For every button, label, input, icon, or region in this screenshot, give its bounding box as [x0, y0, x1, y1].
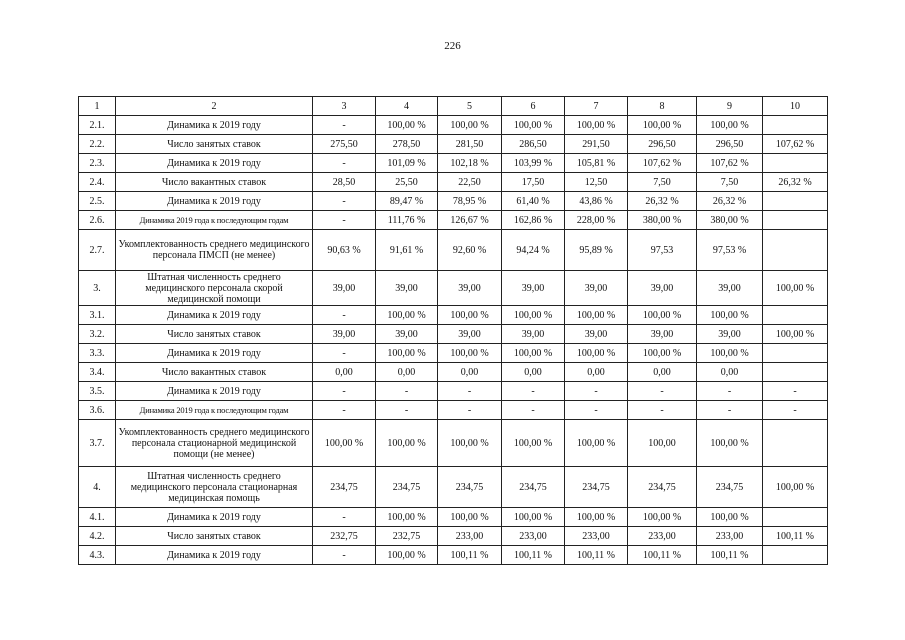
value-cell: 100,11 %	[438, 546, 502, 565]
row-number: 3.	[79, 271, 116, 306]
value-cell: 234,75	[438, 467, 502, 508]
value-cell: -	[313, 211, 376, 230]
row-description: Укомплектованность среднего медицинского персонала стационарной медицинской помощи (не менее)	[116, 420, 313, 467]
data-table	[78, 96, 828, 565]
value-cell: 26,32 %	[697, 192, 763, 211]
value-cell: 78,95 %	[438, 192, 502, 211]
value-cell: 7,50	[697, 173, 763, 192]
value-cell: -	[376, 382, 438, 401]
value-cell: 100,00 %	[502, 116, 565, 135]
value-cell: 0,00	[502, 363, 565, 382]
value-cell: 234,75	[502, 467, 565, 508]
row-description: Динамика 2019 года к последующим годам	[116, 211, 313, 230]
value-cell: 39,00	[376, 325, 438, 344]
value-cell	[763, 344, 828, 363]
value-cell: 102,18 %	[438, 154, 502, 173]
value-cell: 0,00	[376, 363, 438, 382]
value-cell: 107,62 %	[763, 135, 828, 154]
header-cell: 1	[79, 97, 116, 116]
value-cell: 100,00 %	[697, 306, 763, 325]
value-cell: 39,00	[438, 325, 502, 344]
value-cell: -	[313, 154, 376, 173]
row-description: Штатная численность среднего медицинского персонала скорой медицинской помощи	[116, 271, 313, 306]
value-cell: 100,00 %	[376, 116, 438, 135]
value-cell: 0,00	[697, 363, 763, 382]
value-cell	[763, 116, 828, 135]
value-cell: 100,00 %	[438, 116, 502, 135]
value-cell: 61,40 %	[502, 192, 565, 211]
row-number: 3.6.	[79, 401, 116, 420]
header-cell: 3	[313, 97, 376, 116]
table-row	[79, 401, 828, 420]
value-cell: -	[697, 382, 763, 401]
value-cell: 0,00	[565, 363, 628, 382]
value-cell: 7,50	[628, 173, 697, 192]
value-cell: 103,99 %	[502, 154, 565, 173]
table-row	[79, 135, 828, 154]
value-cell	[763, 230, 828, 271]
value-cell: 39,00	[628, 271, 697, 306]
value-cell: 39,00	[502, 271, 565, 306]
row-number: 2.7.	[79, 230, 116, 271]
table-header-row	[79, 97, 828, 116]
value-cell: 100,00 %	[438, 306, 502, 325]
value-cell: 100,00 %	[376, 344, 438, 363]
value-cell: 100,00 %	[697, 420, 763, 467]
value-cell: -	[763, 401, 828, 420]
row-description: Динамика к 2019 году	[116, 382, 313, 401]
table-row	[79, 363, 828, 382]
table-row	[79, 271, 828, 306]
header-cell: 7	[565, 97, 628, 116]
value-cell: 90,63 %	[313, 230, 376, 271]
value-cell: 100,00 %	[628, 344, 697, 363]
value-cell: 97,53	[628, 230, 697, 271]
value-cell: 39,00	[565, 325, 628, 344]
value-cell: 101,09 %	[376, 154, 438, 173]
value-cell: 126,67 %	[438, 211, 502, 230]
value-cell: 234,75	[376, 467, 438, 508]
header-cell: 8	[628, 97, 697, 116]
value-cell: 26,32 %	[628, 192, 697, 211]
row-number: 3.5.	[79, 382, 116, 401]
value-cell: 228,00 %	[565, 211, 628, 230]
value-cell: 233,00	[565, 527, 628, 546]
value-cell: 28,50	[313, 173, 376, 192]
header-cell: 10	[763, 97, 828, 116]
value-cell: 100,00 %	[763, 325, 828, 344]
value-cell: 89,47 %	[376, 192, 438, 211]
row-description: Укомплектованность среднего медицинского персонала ПМСП (не менее)	[116, 230, 313, 271]
value-cell: -	[565, 382, 628, 401]
value-cell: -	[313, 344, 376, 363]
value-cell	[763, 211, 828, 230]
value-cell: 39,00	[438, 271, 502, 306]
row-description: Динамика 2019 года к последующим годам	[116, 401, 313, 420]
value-cell: -	[313, 508, 376, 527]
row-description: Динамика к 2019 году	[116, 546, 313, 565]
value-cell: 100,11 %	[763, 527, 828, 546]
value-cell	[763, 363, 828, 382]
value-cell: 286,50	[502, 135, 565, 154]
header-cell: 4	[376, 97, 438, 116]
value-cell: 234,75	[565, 467, 628, 508]
value-cell: 100,00 %	[313, 420, 376, 467]
value-cell	[763, 508, 828, 527]
value-cell: 0,00	[438, 363, 502, 382]
value-cell: 233,00	[697, 527, 763, 546]
value-cell: 233,00	[438, 527, 502, 546]
value-cell: 100,00 %	[628, 508, 697, 527]
value-cell: 91,61 %	[376, 230, 438, 271]
value-cell: 278,50	[376, 135, 438, 154]
table-row	[79, 546, 828, 565]
value-cell: 39,00	[502, 325, 565, 344]
value-cell: 100,00 %	[565, 344, 628, 363]
value-cell: 26,32 %	[763, 173, 828, 192]
table-row	[79, 527, 828, 546]
row-description: Число занятых ставок	[116, 135, 313, 154]
value-cell: 233,00	[502, 527, 565, 546]
value-cell: -	[565, 401, 628, 420]
row-description: Штатная численность среднего медицинского персонала стационарная медицинская помощь	[116, 467, 313, 508]
value-cell: 39,00	[313, 271, 376, 306]
value-cell: 100,00 %	[502, 344, 565, 363]
row-description: Динамика к 2019 году	[116, 192, 313, 211]
value-cell: 100,00 %	[697, 508, 763, 527]
table-row	[79, 192, 828, 211]
row-description: Динамика к 2019 году	[116, 154, 313, 173]
row-description: Число вакантных ставок	[116, 363, 313, 382]
value-cell: -	[438, 382, 502, 401]
row-description: Динамика к 2019 году	[116, 508, 313, 527]
header-cell: 6	[502, 97, 565, 116]
row-description: Динамика к 2019 году	[116, 344, 313, 363]
row-number: 2.4.	[79, 173, 116, 192]
value-cell: -	[628, 401, 697, 420]
header-cell: 2	[116, 97, 313, 116]
row-number: 4.1.	[79, 508, 116, 527]
value-cell: 111,76 %	[376, 211, 438, 230]
value-cell: 291,50	[565, 135, 628, 154]
value-cell: 100,11 %	[502, 546, 565, 565]
row-number: 4.3.	[79, 546, 116, 565]
value-cell: 39,00	[565, 271, 628, 306]
value-cell: 39,00	[628, 325, 697, 344]
table-row	[79, 173, 828, 192]
value-cell: 17,50	[502, 173, 565, 192]
value-cell: 234,75	[697, 467, 763, 508]
value-cell: 0,00	[628, 363, 697, 382]
row-description: Число занятых ставок	[116, 325, 313, 344]
value-cell: 100,11 %	[565, 546, 628, 565]
row-number: 2.1.	[79, 116, 116, 135]
value-cell: 107,62 %	[628, 154, 697, 173]
value-cell: 234,75	[628, 467, 697, 508]
value-cell: -	[313, 192, 376, 211]
value-cell: -	[628, 382, 697, 401]
value-cell: 162,86 %	[502, 211, 565, 230]
table-row	[79, 420, 828, 467]
value-cell: 234,75	[313, 467, 376, 508]
row-number: 4.2.	[79, 527, 116, 546]
table-row	[79, 230, 828, 271]
value-cell: 39,00	[697, 325, 763, 344]
value-cell	[763, 154, 828, 173]
value-cell: 43,86 %	[565, 192, 628, 211]
value-cell: 92,60 %	[438, 230, 502, 271]
page-number: 226	[444, 40, 461, 52]
table-row	[79, 154, 828, 173]
value-cell: 296,50	[697, 135, 763, 154]
value-cell: -	[376, 401, 438, 420]
value-cell: 100,00 %	[502, 420, 565, 467]
row-number: 2.5.	[79, 192, 116, 211]
value-cell: -	[313, 401, 376, 420]
row-number: 2.6.	[79, 211, 116, 230]
value-cell: 100,11 %	[697, 546, 763, 565]
value-cell: 100,00 %	[628, 116, 697, 135]
table-row	[79, 116, 828, 135]
value-cell: 281,50	[438, 135, 502, 154]
value-cell: 100,00 %	[763, 467, 828, 508]
value-cell: -	[697, 401, 763, 420]
value-cell: 100,00	[628, 420, 697, 467]
value-cell: 100,00 %	[565, 116, 628, 135]
value-cell: -	[763, 382, 828, 401]
value-cell: 100,00 %	[565, 508, 628, 527]
value-cell: 97,53 %	[697, 230, 763, 271]
value-cell: 100,00 %	[565, 306, 628, 325]
row-number: 3.4.	[79, 363, 116, 382]
table-row	[79, 211, 828, 230]
table-row	[79, 344, 828, 363]
value-cell: 39,00	[697, 271, 763, 306]
value-cell: 100,00 %	[438, 420, 502, 467]
table-row	[79, 382, 828, 401]
value-cell: 232,75	[376, 527, 438, 546]
row-description: Динамика к 2019 году	[116, 306, 313, 325]
header-cell: 9	[697, 97, 763, 116]
value-cell: 232,75	[313, 527, 376, 546]
value-cell: 100,00 %	[438, 508, 502, 527]
value-cell: 100,00 %	[376, 508, 438, 527]
table-row	[79, 306, 828, 325]
row-number: 3.7.	[79, 420, 116, 467]
row-number: 3.3.	[79, 344, 116, 363]
value-cell: 380,00 %	[697, 211, 763, 230]
value-cell: 25,50	[376, 173, 438, 192]
row-number: 2.3.	[79, 154, 116, 173]
value-cell: 100,11 %	[628, 546, 697, 565]
value-cell: -	[313, 306, 376, 325]
value-cell: 39,00	[313, 325, 376, 344]
value-cell: 39,00	[376, 271, 438, 306]
value-cell: -	[502, 401, 565, 420]
row-number: 4.	[79, 467, 116, 508]
value-cell	[763, 420, 828, 467]
value-cell: 100,00 %	[763, 271, 828, 306]
table-row	[79, 325, 828, 344]
row-description: Число вакантных ставок	[116, 173, 313, 192]
value-cell: -	[313, 382, 376, 401]
value-cell: 22,50	[438, 173, 502, 192]
row-number: 3.1.	[79, 306, 116, 325]
value-cell: 95,89 %	[565, 230, 628, 271]
value-cell	[763, 192, 828, 211]
value-cell: 107,62 %	[697, 154, 763, 173]
value-cell: 100,00 %	[628, 306, 697, 325]
header-cell: 5	[438, 97, 502, 116]
value-cell: 100,00 %	[502, 508, 565, 527]
value-cell: 100,00 %	[376, 546, 438, 565]
row-number: 3.2.	[79, 325, 116, 344]
row-description: Число занятых ставок	[116, 527, 313, 546]
value-cell: 100,00 %	[565, 420, 628, 467]
value-cell: -	[438, 401, 502, 420]
value-cell: 105,81 %	[565, 154, 628, 173]
value-cell: 100,00 %	[697, 116, 763, 135]
value-cell: 0,00	[313, 363, 376, 382]
value-cell: 100,00 %	[376, 306, 438, 325]
value-cell: 100,00 %	[697, 344, 763, 363]
value-cell: -	[313, 546, 376, 565]
row-number: 2.2.	[79, 135, 116, 154]
table-row	[79, 508, 828, 527]
table-row	[79, 467, 828, 508]
value-cell: 380,00 %	[628, 211, 697, 230]
value-cell: 12,50	[565, 173, 628, 192]
row-description: Динамика к 2019 году	[116, 116, 313, 135]
value-cell	[763, 306, 828, 325]
value-cell: -	[502, 382, 565, 401]
value-cell: 275,50	[313, 135, 376, 154]
value-cell: -	[313, 116, 376, 135]
value-cell: 100,00 %	[376, 420, 438, 467]
value-cell	[763, 546, 828, 565]
value-cell: 233,00	[628, 527, 697, 546]
value-cell: 94,24 %	[502, 230, 565, 271]
value-cell: 100,00 %	[438, 344, 502, 363]
value-cell: 100,00 %	[502, 306, 565, 325]
value-cell: 296,50	[628, 135, 697, 154]
